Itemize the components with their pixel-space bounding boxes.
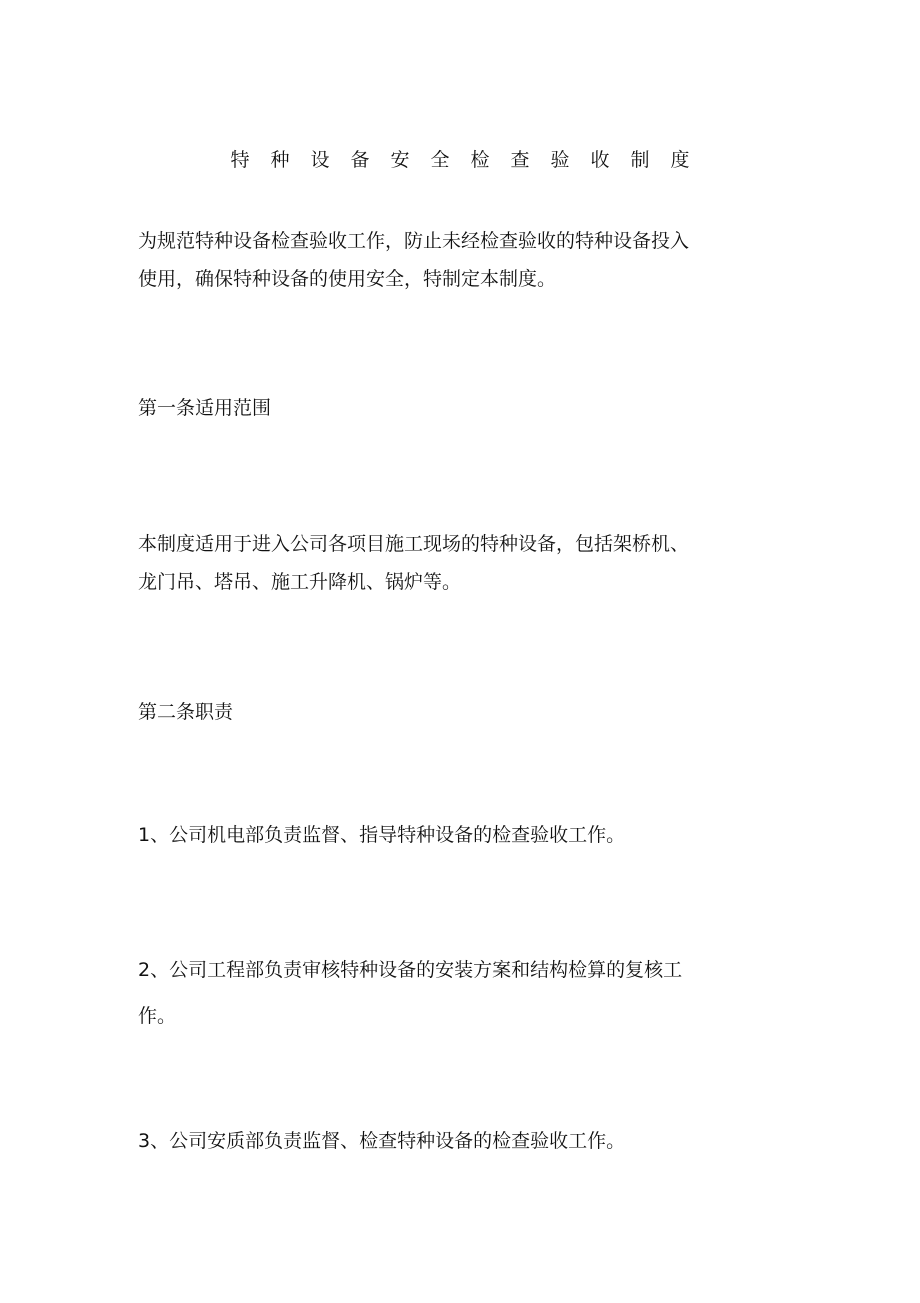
article-1-body-line-1: 本制度适用于进入公司各项目施工现场的特种设备，包括架桥机、	[138, 533, 690, 555]
duty-item-1	[138, 816, 738, 854]
document-title: 特种设备安全检查验收制度	[230, 149, 711, 171]
duty-item-3	[138, 1122, 738, 1160]
article-2-heading	[138, 693, 738, 731]
intro-paragraph	[138, 222, 738, 298]
duty-item-2	[138, 947, 738, 1039]
article-1-body-line-2: 龙门吊、塔吊、施工升降机、锅炉等。	[138, 571, 462, 593]
article-1-heading-text: 第一条适用范围	[138, 397, 272, 419]
intro-line-1: 为规范特种设备检查验收工作，防止未经检查验收的特种设备投入	[138, 230, 690, 252]
article-1-body	[138, 525, 738, 601]
article-2-heading-text: 第二条职责	[138, 701, 234, 723]
duty-item-2-line-1: 2、公司工程部负责审核特种设备的安装方案和结构检算的复核工	[138, 959, 683, 981]
intro-line-2: 使用，确保特种设备的使用安全，特制定本制度。	[138, 268, 557, 290]
article-1-heading	[138, 389, 738, 427]
duty-item-1-line-1: 1、公司机电部负责监督、指导特种设备的检查验收工作。	[138, 824, 626, 846]
duty-item-2-line-2: 作。	[138, 1005, 177, 1027]
duty-item-3-line-1: 3、公司安质部负责监督、检查特种设备的检查验收工作。	[138, 1130, 626, 1152]
